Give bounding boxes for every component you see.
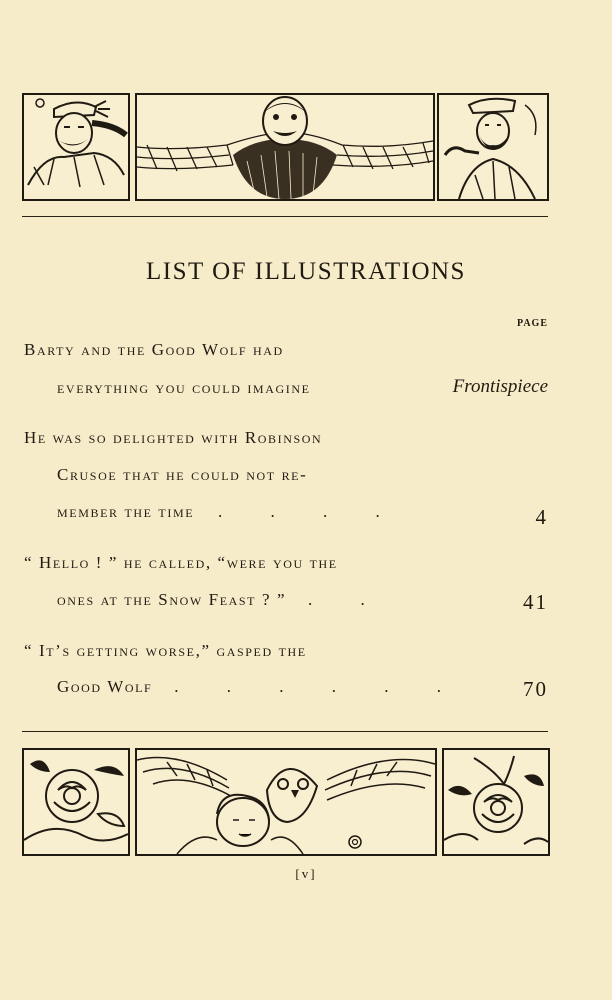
ape-illustration xyxy=(135,93,435,201)
entry-2-text-end: member the time xyxy=(57,502,195,521)
entry-3-leader-dots: . . xyxy=(307,590,387,609)
entry-2-text: He was so delighted with Robinson xyxy=(24,428,323,447)
bearded-man-illustration xyxy=(437,93,549,201)
entry-3-line-1 xyxy=(24,553,338,573)
entry-4-line-1 xyxy=(24,641,307,661)
entry-2-line-1 xyxy=(24,428,322,448)
rose-illustration-right xyxy=(442,748,550,856)
page-column-label: PAGE xyxy=(516,318,548,329)
entry-1-line-1 xyxy=(24,340,284,360)
entry-1-line-2 xyxy=(57,378,311,398)
entry-3-text-cont: ones at the Snow Feast ? ” xyxy=(57,590,287,609)
rose-illustration-left xyxy=(22,748,130,856)
entry-4-text: “ It’s getting worse,” gasped the xyxy=(24,641,307,660)
entry-2-text-cont: Crusoe that he could not re- xyxy=(57,465,308,484)
footer-rule xyxy=(22,731,548,732)
entry-1-text: Barty and the Good Wolf had xyxy=(24,340,284,359)
header-rule xyxy=(22,216,548,217)
entry-2-leader-dots: . . . . xyxy=(218,502,402,521)
entry-1-page: Frontispiece xyxy=(452,376,548,397)
entry-3-line-2 xyxy=(57,590,387,610)
entry-2-page: 4 xyxy=(535,505,548,529)
entry-4-leader-dots: . . . . . . xyxy=(174,677,463,696)
page-title: LIST OF ILLUSTRATIONS xyxy=(146,258,466,285)
entry-4-page: 70 xyxy=(523,677,548,701)
entry-3-text: “ Hello ! ” he called, “were you the xyxy=(24,553,338,572)
entry-2-line-2 xyxy=(57,465,307,485)
entry-1-text-cont: everything you could imagine xyxy=(57,378,311,397)
entry-3-page: 41 xyxy=(523,590,548,614)
entry-4-text-cont: Good Wolf xyxy=(57,677,153,696)
page-folio: [v] xyxy=(295,866,317,881)
girl-and-owl-illustration xyxy=(135,748,437,856)
entry-4-line-2 xyxy=(57,677,463,697)
entry-2-line-3 xyxy=(57,502,402,522)
sailor-illustration xyxy=(22,93,130,201)
